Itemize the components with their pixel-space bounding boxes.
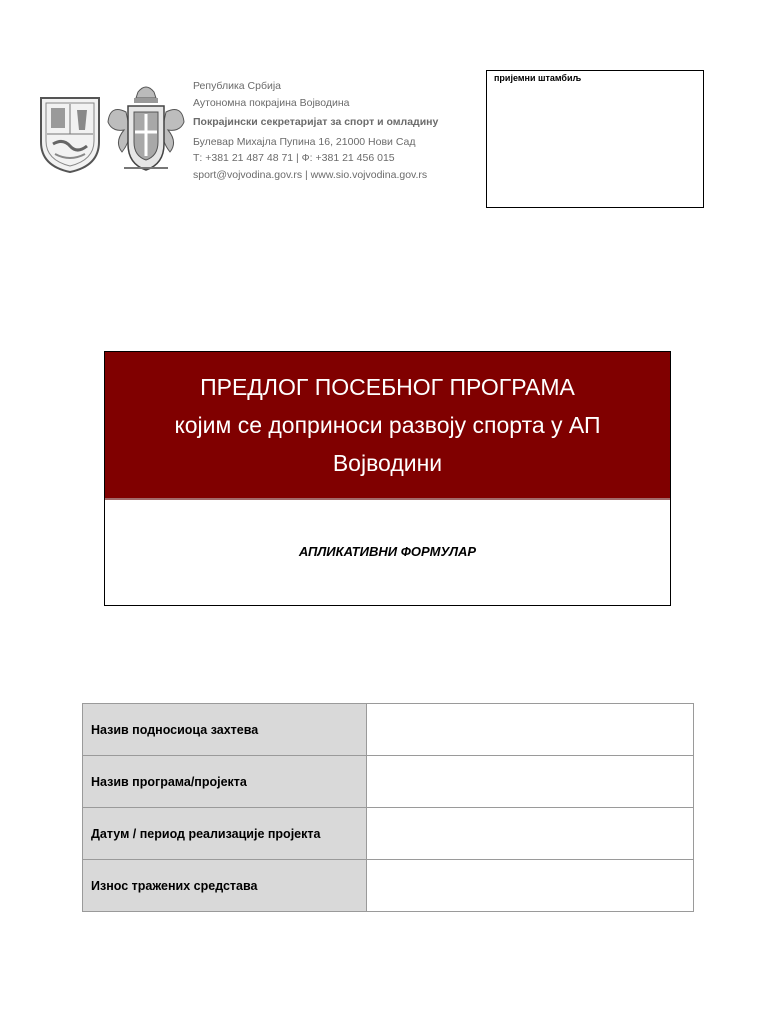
period-field[interactable] <box>367 808 694 860</box>
amount-field[interactable] <box>367 860 694 912</box>
period-label: Датум / период реализације пројекта <box>83 808 367 860</box>
email-website: sport@vojvodina.gov.rs | www.sio.vojvodina.gov.rs <box>193 168 428 181</box>
table-row <box>83 808 694 860</box>
serbia-coat-of-arms-icon <box>104 82 188 174</box>
applicant-name-label: Назив подносиоца захтева <box>83 704 367 756</box>
vojvodina-emblem-icon <box>39 96 101 174</box>
table-row <box>83 704 694 756</box>
province-name: Аутономна покрајина Војводина <box>193 96 350 109</box>
amount-label: Износ тражених средстава <box>83 860 367 912</box>
program-name-label: Назив програма/пројекта <box>83 756 367 808</box>
reception-stamp-box <box>486 70 704 208</box>
form-subtitle: АПЛИКАТИВНИ ФОРМУЛАР <box>298 544 477 559</box>
organization-info <box>193 78 438 183</box>
application-table <box>82 703 694 912</box>
title-line-2: којим се доприноси развоју спорта у АП <box>174 412 601 438</box>
program-name-field[interactable] <box>367 756 694 808</box>
title-box <box>104 351 671 606</box>
title-band <box>105 352 670 500</box>
stamp-label: пријемни штамбиљ <box>494 73 582 83</box>
title-line-3: Војводини <box>332 450 443 476</box>
phone-fax: Т: +381 21 487 48 71 | Ф: +381 21 456 015 <box>193 152 395 164</box>
table-row <box>83 860 694 912</box>
title-line-1: ПРЕДЛОГ ПОСЕБНОГ ПРОГРАМА <box>200 374 575 400</box>
applicant-name-field[interactable] <box>367 704 694 756</box>
table-row <box>83 756 694 808</box>
country-name: Република Србија <box>193 80 282 92</box>
secretariat-name: Покрајински секретаријат за спорт и омладину <box>193 116 439 128</box>
address: Булевар Михајла Пупина 16, 21000 Нови Сад <box>193 135 416 148</box>
